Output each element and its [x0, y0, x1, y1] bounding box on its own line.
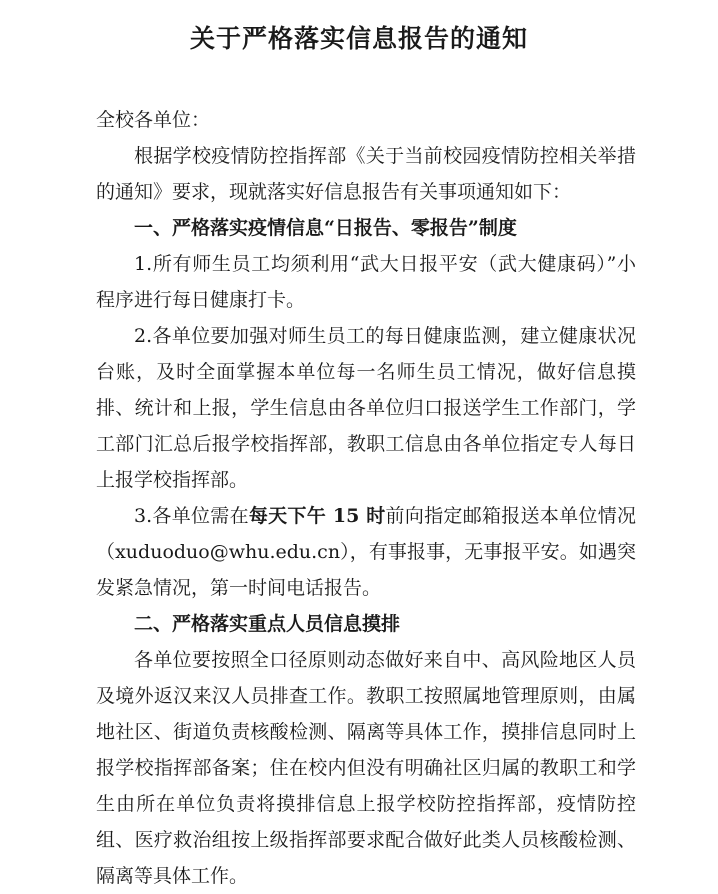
document-body [96, 102, 636, 894]
intro-paragraph: 根据学校疫情防控指挥部《关于当前校园疫情防控相关举措的通知》要求，现就落实好信息报告有关事项通知如下： [96, 145, 636, 203]
item-2-paragraph: 2.各单位要加强对师生员工的每日健康监测，建立健康状况台账，及时全面掌握本单位每一名师生员工情况，做好信息摸排、统计和上报，学生信息由各单位归口报送学生工作部门，学工部门汇总后报学校指挥部，教职工信息由各单位指定专人每日上报学校指挥部。 [96, 325, 636, 491]
document-title: 关于严格落实信息报告的通知 [189, 24, 528, 53]
item-3-text-end: 前向指定邮箱报送本单位情况（xuduoduo@whu.edu.cn），有事报事，无事报平安。如遇突发紧急情况，第一时间电话报告。 [96, 505, 636, 599]
item-3-deadline: 每天下午 15 时 [248, 505, 386, 527]
section-1-heading: 一、严格落实疫情信息“日报告、零报告”制度 [134, 217, 517, 239]
section-2-heading: 二、严格落实重点人员信息摸排 [134, 613, 401, 635]
salutation: 全校各单位： [96, 109, 211, 131]
item-1-paragraph: 1.所有师生员工均须利用“武大日报平安（武大健康码）”小程序进行每日健康打卡。 [96, 253, 636, 311]
section-2-paragraph: 各单位要按照全口径原则动态做好来自中、高风险地区人员及境外返汉来汉人员排查工作。教职工按照属地管理原则，由属地社区、街道负责核酸检测、隔离等具体工作，摸排信息同时上报学校指挥部备案；住在校内但没有明确社区归属的教职工和学生由所在单位负责将摸排信息上报学校防控指挥部，疫情防控组、医疗救治组按上级指挥部要求配合做好此类人员核酸检测、隔离等具体工作。 [96, 649, 636, 887]
item-3-paragraph [96, 498, 636, 606]
item-3-text-start: 3.各单位需在 [134, 505, 249, 527]
